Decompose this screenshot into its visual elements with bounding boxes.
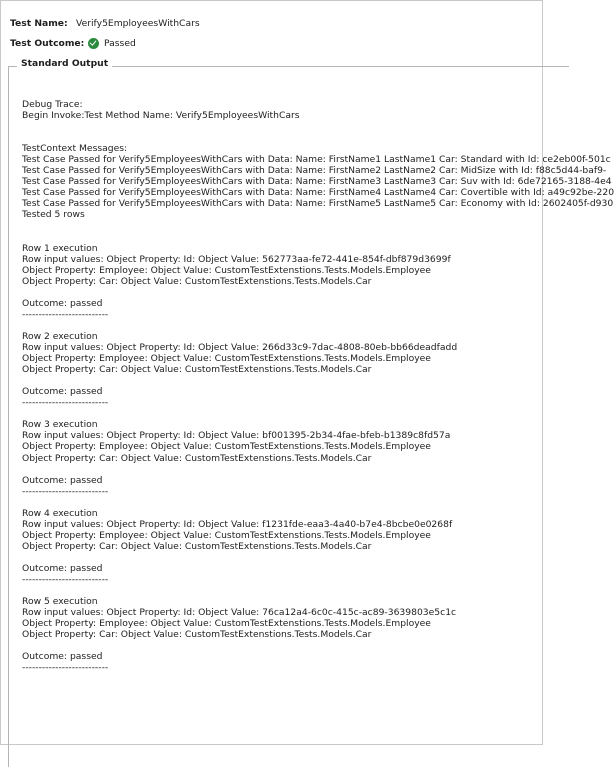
output-line: Row input values: Object Property: Id: Object Value: 266d33c9-7dac-4808-80eb-bb66deadfadd <box>22 342 458 354</box>
output-line: Object Property: Car: Object Value: CustomTestExtenstions.Tests.Models.Car <box>22 275 372 287</box>
standard-output-title: Standard Output <box>17 58 112 69</box>
test-outcome-label: Test Outcome: <box>10 37 85 49</box>
output-line: -------------------------- <box>22 485 109 497</box>
test-name-label: Test Name: <box>10 17 68 29</box>
output-line: Object Property: Car: Object Value: CustomTestExtenstions.Tests.Models.Car <box>22 629 372 641</box>
output-line <box>22 320 544 331</box>
output-line: Debug Trace: <box>22 99 83 110</box>
output-line: Outcome: passed <box>22 562 103 574</box>
output-line: Object Property: Employee: Object Value: CustomTestExtenstions.Tests.Models.Employee <box>22 529 431 541</box>
output-line: Test Case Passed for Verify5EmployeesWithCars with Data: Name: FirstName3 LastName3 Car: Suv with Id: 6de72165-3188-4e4 <box>22 176 612 188</box>
output-line: Object Property: Employee: Object Value: CustomTestExtenstions.Tests.Models.Employee <box>22 441 431 453</box>
output-line: Row input values: Object Property: Id: Object Value: 76ca12a4-6c0c-415c-ac89-3639803e5c1c <box>22 607 457 619</box>
output-line <box>22 232 544 243</box>
output-line: TestContext Messages: <box>22 143 128 155</box>
output-line: Row 4 execution <box>22 507 98 519</box>
output-line: Tested 5 rows <box>22 209 85 221</box>
output-line: Object Property: Employee: Object Value: CustomTestExtenstions.Tests.Models.Employee <box>22 353 431 365</box>
output-line <box>22 375 544 386</box>
output-line: Object Property: Employee: Object Value: CustomTestExtenstions.Tests.Models.Employee <box>22 618 431 630</box>
output-line <box>22 464 544 475</box>
output-line: Object Property: Car: Object Value: CustomTestExtenstions.Tests.Models.Car <box>22 364 372 376</box>
output-line: -------------------------- <box>22 308 109 320</box>
output-line: Test Case Passed for Verify5EmployeesWithCars with Data: Name: FirstName1 LastName1 Car: Standard with Id: ce2eb00f-501c <box>22 154 611 166</box>
output-line: -------------------------- <box>22 662 109 674</box>
output-line: Row 2 execution <box>22 330 98 342</box>
output-line: Row 1 execution <box>22 242 98 254</box>
output-line <box>22 221 544 232</box>
output-line <box>22 640 544 651</box>
test-name-row <box>10 15 200 31</box>
output-line: Outcome: passed <box>22 386 103 398</box>
output-line: -------------------------- <box>22 397 109 409</box>
check-circle-icon <box>88 38 99 49</box>
output-line: Row input values: Object Property: Id: Object Value: bf001395-2b34-4fae-bfeb-b1389c8fd57a <box>22 430 451 442</box>
output-line: Object Property: Employee: Object Value: CustomTestExtenstions.Tests.Models.Employee <box>22 264 431 276</box>
output-line: -------------------------- <box>22 574 109 586</box>
output-line: Test Case Passed for Verify5EmployeesWithCars with Data: Name: FirstName2 LastName2 Car: MidSize with Id: f88c5d44-baf9- <box>22 165 607 177</box>
output-line: Object Property: Car: Object Value: CustomTestExtenstions.Tests.Models.Car <box>22 452 372 464</box>
output-line <box>22 552 544 563</box>
test-name-value: Verify5EmployeesWithCars <box>76 17 200 29</box>
output-line: Row input values: Object Property: Id: Object Value: 562773aa-fe72-441e-854f-dbf879d3699f <box>22 253 451 265</box>
output-line: Test Case Passed for Verify5EmployeesWithCars with Data: Name: FirstName4 LastName4 Car: Covertible with Id: a49c92be-220 <box>22 187 614 199</box>
output-line: Begin Invoke:Test Method Name: Verify5EmployeesWithCars <box>22 110 300 122</box>
output-line: Outcome: passed <box>22 651 103 663</box>
output-line <box>22 132 544 143</box>
test-outcome-row <box>10 35 136 51</box>
test-outcome-text: Passed <box>104 37 136 49</box>
output-line <box>22 497 544 508</box>
output-line <box>22 287 544 298</box>
test-outcome-value <box>76 38 136 49</box>
output-line <box>22 408 544 419</box>
output-line: Row 3 execution <box>22 419 98 431</box>
output-line <box>22 121 544 132</box>
output-line <box>22 585 544 596</box>
output-line: Object Property: Car: Object Value: CustomTestExtenstions.Tests.Models.Car <box>22 540 372 552</box>
output-line: Test Case Passed for Verify5EmployeesWithCars with Data: Name: FirstName5 LastName5 Car: Economy with Id: 2602405f-d930 <box>22 198 614 210</box>
output-line: Row 5 execution <box>22 596 98 608</box>
output-line: Row input values: Object Property: Id: Object Value: f1231fde-eaa3-4a40-b7e4-8bcbe0e0268f <box>22 518 453 530</box>
output-line: Outcome: passed <box>22 297 103 309</box>
output-line: Outcome: passed <box>22 474 103 486</box>
standard-output-text <box>22 99 614 674</box>
